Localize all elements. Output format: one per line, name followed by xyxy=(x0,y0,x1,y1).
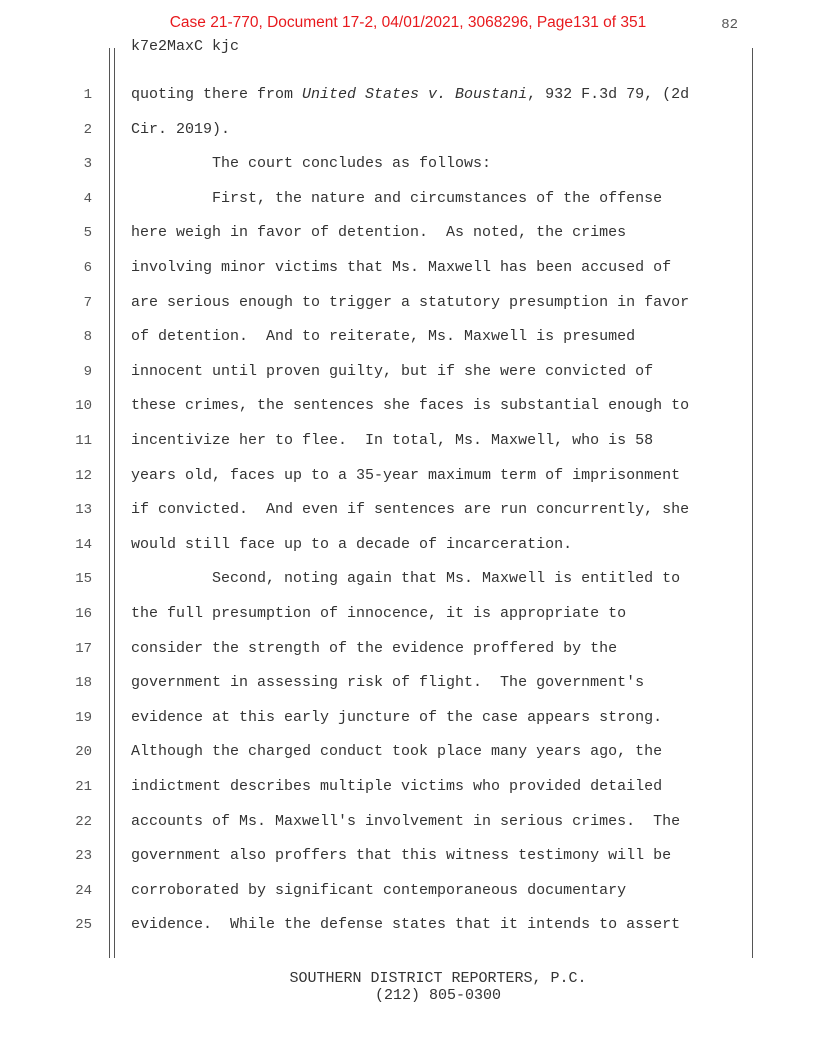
line-segment: Cir. 2019). xyxy=(131,121,231,138)
line-segment: innocent until proven guilty, but if she were convicted of xyxy=(131,363,654,380)
transcript-line xyxy=(131,501,689,518)
transcript-line xyxy=(131,882,626,899)
transcript-line xyxy=(131,847,671,864)
transcript-line xyxy=(131,778,662,795)
line-number: 22 xyxy=(75,814,92,830)
line-number: 1 xyxy=(83,87,92,103)
transcript-line xyxy=(131,640,617,657)
transcript-line xyxy=(131,294,689,311)
line-number: 2 xyxy=(83,122,92,138)
line-segment: involving minor victims that Ms. Maxwell has been accused of xyxy=(131,259,672,276)
transcript-line xyxy=(131,190,662,207)
line-segment: of detention. And to reiterate, Ms. Maxwell is presumed xyxy=(131,328,636,345)
line-number: 5 xyxy=(83,225,92,241)
page-number: 82 xyxy=(721,17,738,33)
transcript-line xyxy=(131,674,644,691)
transcript-line xyxy=(131,743,662,760)
line-segment: the full presumption of innocence, it is appropriate to xyxy=(131,605,627,622)
line-segment: corroborated by significant contemporaneous documentary xyxy=(131,882,627,899)
line-number: 13 xyxy=(75,502,92,518)
line-number: 10 xyxy=(75,398,92,414)
line-segment: First, the nature and circumstances of the offense xyxy=(131,190,663,207)
line-segment: government also proffers that this witness testimony will be xyxy=(131,847,672,864)
line-number: 14 xyxy=(75,537,92,553)
transcript-line xyxy=(131,155,491,172)
line-segment: here weigh in favor of detention. As noted, the crimes xyxy=(131,224,627,241)
line-number: 15 xyxy=(75,571,92,587)
transcript-line xyxy=(131,363,653,380)
line-number: 21 xyxy=(75,779,92,795)
transcript-line xyxy=(131,605,626,622)
line-segment: years old, faces up to a 35-year maximum term of imprisonment xyxy=(131,467,681,484)
line-segment: consider the strength of the evidence proffered by the xyxy=(131,640,618,657)
footer-phone: (212) 805-0300 xyxy=(374,987,502,1004)
line-segment: would still face up to a decade of incarceration. xyxy=(131,536,573,553)
case-citation: United States v. Boustani xyxy=(302,86,528,103)
line-segment: are serious enough to trigger a statutory presumption in favor xyxy=(131,294,690,311)
line-number: 20 xyxy=(75,744,92,760)
line-segment: evidence. While the defense states that it intends to assert xyxy=(131,916,681,933)
line-number: 7 xyxy=(83,295,92,311)
line-number: 4 xyxy=(83,191,92,207)
line-segment: , 932 F.3d 79, (2d xyxy=(527,86,690,103)
transcript-line xyxy=(131,121,230,138)
footer-reporter: SOUTHERN DISTRICT REPORTERS, P.C. xyxy=(289,970,587,987)
line-number: 16 xyxy=(75,606,92,622)
line-number: 23 xyxy=(75,848,92,864)
left-margin-rule-outer xyxy=(109,48,110,958)
transcript-line xyxy=(131,397,689,414)
line-number: 19 xyxy=(75,710,92,726)
line-number: 6 xyxy=(83,260,92,276)
transcript-line xyxy=(131,570,680,587)
line-number: 8 xyxy=(83,329,92,345)
transcript-line xyxy=(131,224,626,241)
transcript-line xyxy=(131,813,680,830)
left-margin-rule-inner xyxy=(114,48,115,958)
line-number: 24 xyxy=(75,883,92,899)
line-segment: these crimes, the sentences she faces is substantial enough to xyxy=(131,397,690,414)
transcript-line xyxy=(131,328,635,345)
line-segment: if convicted. And even if sentences are run concurrently, she xyxy=(131,501,690,518)
transcript-line xyxy=(131,86,689,103)
line-segment: The court concludes as follows: xyxy=(131,155,492,172)
right-margin-rule xyxy=(752,48,753,958)
transcript-id: k7e2MaxC kjc xyxy=(131,38,240,55)
transcript-line xyxy=(131,259,671,276)
line-number: 17 xyxy=(75,641,92,657)
line-segment: Although the charged conduct took place many years ago, the xyxy=(131,743,663,760)
line-number: 12 xyxy=(75,468,92,484)
line-number: 9 xyxy=(83,364,92,380)
transcript-line xyxy=(131,916,680,933)
transcript-line xyxy=(131,709,662,726)
line-segment: indictment describes multiple victims who provided detailed xyxy=(131,778,663,795)
case-stamp-header: Case 21-770, Document 17-2, 04/01/2021, 3068296, Page131 of 351 xyxy=(169,14,647,31)
transcript-line xyxy=(131,467,680,484)
line-segment: evidence at this early juncture of the case appears strong. xyxy=(131,709,663,726)
line-segment: quoting there from xyxy=(131,86,303,103)
transcript-line xyxy=(131,432,653,449)
line-number: 25 xyxy=(75,917,92,933)
line-number: 11 xyxy=(75,433,92,449)
line-segment: government in assessing risk of flight. The government's xyxy=(131,674,645,691)
line-number: 3 xyxy=(83,156,92,172)
line-segment: Second, noting again that Ms. Maxwell is entitled to xyxy=(131,570,681,587)
line-segment: accounts of Ms. Maxwell's involvement in serious crimes. The xyxy=(131,813,681,830)
transcript-line xyxy=(131,536,572,553)
line-segment: incentivize her to flee. In total, Ms. Maxwell, who is 58 xyxy=(131,432,654,449)
line-number: 18 xyxy=(75,675,92,691)
